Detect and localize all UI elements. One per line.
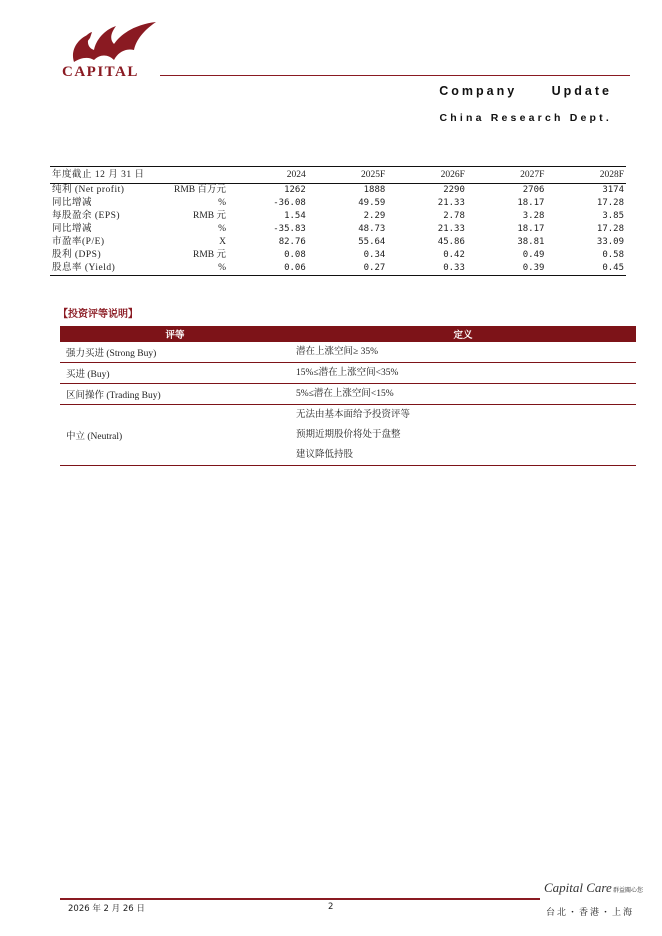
metric-unit: X bbox=[219, 237, 226, 247]
metric-unit: % bbox=[160, 262, 228, 276]
metric-value: 1262 bbox=[284, 185, 306, 195]
metric-value: 0.58 bbox=[602, 250, 624, 260]
rating-row bbox=[60, 384, 636, 405]
rating-definition bbox=[290, 384, 636, 405]
metric-value: 0.06 bbox=[228, 262, 308, 276]
metric-value: 1888 bbox=[363, 185, 386, 195]
rating-row bbox=[60, 405, 636, 466]
rating-label: 强力买进 (Strong Buy) bbox=[60, 342, 290, 363]
table-row bbox=[50, 184, 626, 198]
year-header: 2028F bbox=[546, 167, 626, 184]
table-row bbox=[50, 249, 626, 262]
metric-value: 49.59 bbox=[358, 198, 386, 208]
definition-line: 预期近期股价将处于盘整 bbox=[296, 430, 401, 440]
footer-rule bbox=[60, 898, 540, 900]
metric-value: 17.28 bbox=[596, 198, 624, 208]
rating-definition bbox=[290, 342, 636, 363]
fiscal-year-label: 年度截止 12 月 31 日 bbox=[50, 167, 160, 184]
metric-value: 38.81 bbox=[517, 237, 545, 247]
definition-line: 无法由基本面给予投资评等 bbox=[296, 410, 411, 420]
definition-column-header: 定义 bbox=[290, 326, 636, 342]
rating-column-header: 评等 bbox=[60, 326, 290, 342]
rating-row bbox=[60, 363, 636, 384]
year-header: 2024 bbox=[228, 167, 308, 184]
capital-care-tagline: 群益關心您 bbox=[613, 887, 644, 894]
metric-value: 2.78 bbox=[443, 211, 465, 221]
metric-value: 21.33 bbox=[437, 198, 465, 208]
report-type: Company Update bbox=[439, 84, 612, 98]
metric-value: 0.49 bbox=[522, 250, 545, 260]
metric-value: 0.42 bbox=[443, 250, 465, 260]
definition-line: 建议降低持股 bbox=[296, 450, 354, 460]
rating-label: 中立 (Neutral) bbox=[60, 405, 290, 466]
metric-unit: % bbox=[218, 224, 226, 234]
department: China Research Dept. bbox=[439, 112, 612, 124]
capital-care-logo: Capital Care bbox=[544, 880, 612, 895]
metric-value: 2706 bbox=[522, 185, 545, 195]
metric-label: 同比增减 bbox=[52, 224, 93, 234]
metric-value: 0.45 bbox=[546, 262, 626, 276]
metric-value: 3.85 bbox=[602, 211, 624, 221]
metric-label: 股息率 (Yield) bbox=[50, 262, 160, 276]
year-header: 2026F bbox=[387, 167, 467, 184]
metric-unit: % bbox=[218, 198, 226, 208]
metric-value: 0.39 bbox=[467, 262, 547, 276]
office-cities: 台北・香港・上海 bbox=[546, 908, 635, 918]
page-number: 2 bbox=[328, 902, 334, 912]
definition-line: 15%≤潜在上涨空间<35% bbox=[296, 368, 399, 378]
metric-value: -36.08 bbox=[273, 198, 306, 208]
metric-label: 同比增减 bbox=[52, 198, 93, 208]
metric-value: 0.27 bbox=[308, 262, 388, 276]
rating-header-row bbox=[60, 326, 636, 342]
table-row bbox=[50, 262, 626, 276]
metric-value: 33.09 bbox=[596, 237, 624, 247]
metric-value: 17.28 bbox=[596, 224, 624, 234]
metric-value: 21.33 bbox=[437, 224, 465, 234]
financial-summary-table bbox=[50, 166, 626, 276]
metric-value: 0.33 bbox=[387, 262, 467, 276]
metric-value: 1.54 bbox=[284, 211, 306, 221]
metric-value: 3.28 bbox=[522, 211, 545, 221]
metric-value: 48.73 bbox=[358, 224, 386, 234]
rating-section-title: 【投资评等说明】 bbox=[58, 309, 138, 320]
metric-value: 82.76 bbox=[278, 237, 306, 247]
metric-value: 0.08 bbox=[284, 250, 306, 260]
metric-unit: RMB 百万元 bbox=[173, 185, 226, 195]
rating-row bbox=[60, 342, 636, 363]
rating-definition-table bbox=[60, 326, 636, 466]
metric-value: 55.64 bbox=[358, 237, 386, 247]
rating-definition bbox=[290, 405, 636, 466]
table-header-row bbox=[50, 167, 626, 184]
metric-value: -35.83 bbox=[273, 224, 306, 234]
report-date: 2026 年 2 月 26 日 bbox=[68, 904, 145, 914]
unit-header bbox=[160, 167, 228, 184]
definition-line: 5%≤潜在上涨空间<15% bbox=[296, 389, 394, 399]
metric-value: 0.34 bbox=[363, 250, 386, 260]
year-header: 2025F bbox=[308, 167, 388, 184]
metric-value: 2.29 bbox=[363, 211, 386, 221]
brand-name: CAPITAL bbox=[62, 64, 139, 80]
metric-label: 市盈率(P/E) bbox=[52, 237, 105, 247]
table-row bbox=[50, 236, 626, 249]
metric-value: 18.17 bbox=[517, 198, 545, 208]
header-rule bbox=[160, 75, 630, 76]
metric-label: 每股盈余 (EPS) bbox=[52, 211, 121, 221]
metric-unit: RMB 元 bbox=[192, 211, 226, 221]
rating-label: 买进 (Buy) bbox=[60, 363, 290, 384]
table-row bbox=[50, 210, 626, 223]
table-row bbox=[50, 223, 626, 236]
rating-label: 区间操作 (Trading Buy) bbox=[60, 384, 290, 405]
metric-value: 3174 bbox=[602, 185, 624, 195]
metric-label: 纯利 (Net profit) bbox=[52, 185, 125, 195]
year-header: 2027F bbox=[467, 167, 547, 184]
definition-line: 潜在上涨空间≥ 35% bbox=[296, 347, 379, 357]
metric-value: 2290 bbox=[443, 185, 465, 195]
rating-definition bbox=[290, 363, 636, 384]
metric-unit: RMB 元 bbox=[192, 250, 226, 260]
metric-value: 18.17 bbox=[517, 224, 545, 234]
metric-value: 45.86 bbox=[437, 237, 465, 247]
table-row bbox=[50, 197, 626, 210]
metric-label: 股利 (DPS) bbox=[52, 250, 102, 260]
